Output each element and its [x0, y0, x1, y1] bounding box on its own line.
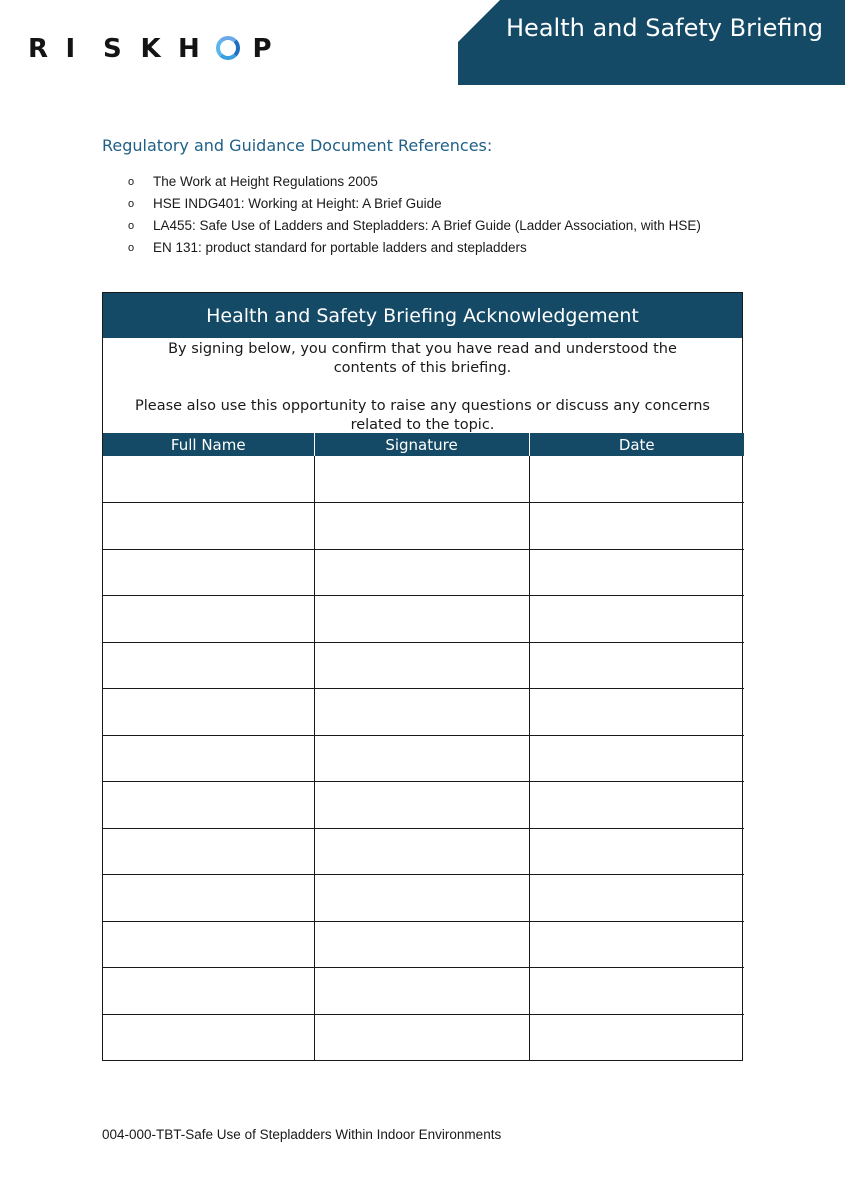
- table-row: [103, 921, 744, 968]
- full-name-cell[interactable]: [103, 875, 314, 922]
- date-cell[interactable]: [529, 875, 744, 922]
- hollow-bullet-icon: o: [128, 176, 135, 188]
- date-cell[interactable]: [529, 456, 744, 503]
- signature-cell[interactable]: [314, 503, 529, 550]
- table-row: [103, 689, 744, 736]
- date-cell[interactable]: [529, 642, 744, 689]
- signature-cell[interactable]: [314, 549, 529, 596]
- table-row: [103, 456, 744, 503]
- date-cell[interactable]: [529, 782, 744, 829]
- full-name-cell[interactable]: [103, 549, 314, 596]
- signature-cell[interactable]: [314, 828, 529, 875]
- date-cell[interactable]: [529, 689, 744, 736]
- reference-text: The Work at Height Regulations 2005: [153, 174, 378, 189]
- hollow-bullet-icon: o: [128, 242, 135, 254]
- signature-table: [103, 433, 744, 1061]
- table-row: [103, 968, 744, 1015]
- full-name-cell[interactable]: [103, 596, 314, 643]
- header-title: Health and Safety Briefing: [506, 14, 823, 42]
- date-cell[interactable]: [529, 921, 744, 968]
- hollow-bullet-icon: o: [128, 198, 135, 210]
- signature-table-body: [103, 456, 744, 1061]
- table-row: [103, 782, 744, 829]
- column-header-signature: Signature: [314, 433, 529, 456]
- acknowledgement-confirm-text: By signing below, you confirm that you have read and understood the contents of this briefing.: [168, 341, 677, 376]
- acknowledgement-intro: [103, 338, 742, 433]
- signature-cell[interactable]: [314, 596, 529, 643]
- signature-cell[interactable]: [314, 1014, 529, 1061]
- table-row: [103, 875, 744, 922]
- full-name-cell[interactable]: [103, 503, 314, 550]
- references-list: [128, 171, 738, 259]
- acknowledgement-title: Health and Safety Briefing Acknowledgement: [103, 293, 742, 338]
- column-header-full-name: Full Name: [103, 433, 314, 456]
- logo-letter: R: [28, 34, 49, 64]
- table-row: [103, 549, 744, 596]
- logo-o-ring-icon: [216, 36, 240, 60]
- signature-cell[interactable]: [314, 782, 529, 829]
- reference-item: [128, 237, 738, 259]
- table-row: [103, 1014, 744, 1061]
- signature-cell[interactable]: [314, 921, 529, 968]
- riskhop-logo: [28, 34, 290, 64]
- reference-text: EN 131: product standard for portable ladders and stepladders: [153, 240, 527, 255]
- header-banner: [458, 0, 845, 85]
- signature-cell[interactable]: [314, 689, 529, 736]
- signature-table-header: [103, 433, 744, 456]
- signature-cell[interactable]: [314, 875, 529, 922]
- date-cell[interactable]: [529, 503, 744, 550]
- date-cell[interactable]: [529, 828, 744, 875]
- references-heading: Regulatory and Guidance Document References:: [102, 136, 493, 155]
- logo-letter: I: [65, 34, 76, 64]
- full-name-cell[interactable]: [103, 456, 314, 503]
- acknowledgement-box: [102, 292, 743, 1061]
- full-name-cell[interactable]: [103, 642, 314, 689]
- reference-text: HSE INDG401: Working at Height: A Brief Guide: [153, 196, 442, 211]
- date-cell[interactable]: [529, 968, 744, 1015]
- full-name-cell[interactable]: [103, 828, 314, 875]
- table-row: [103, 503, 744, 550]
- table-row: [103, 642, 744, 689]
- signature-cell[interactable]: [314, 735, 529, 782]
- acknowledgement-concerns-text: Please also use this opportunity to raise any questions or discuss any concerns related to the topic.: [135, 398, 710, 433]
- logo-letter: S: [103, 34, 122, 64]
- full-name-cell[interactable]: [103, 735, 314, 782]
- date-cell[interactable]: [529, 735, 744, 782]
- date-cell[interactable]: [529, 549, 744, 596]
- reference-item: [128, 215, 738, 237]
- full-name-cell[interactable]: [103, 968, 314, 1015]
- logo-letter: P: [252, 34, 272, 64]
- column-header-date: Date: [529, 433, 744, 456]
- signature-cell[interactable]: [314, 968, 529, 1015]
- reference-text: LA455: Safe Use of Ladders and Stepladders: A Brief Guide (Ladder Association, with HSE): [153, 218, 701, 233]
- full-name-cell[interactable]: [103, 689, 314, 736]
- hollow-bullet-icon: o: [128, 220, 135, 232]
- logo-letter: K: [140, 34, 161, 64]
- table-row: [103, 735, 744, 782]
- date-cell[interactable]: [529, 1014, 744, 1061]
- full-name-cell[interactable]: [103, 1014, 314, 1061]
- signature-cell[interactable]: [314, 456, 529, 503]
- table-row: [103, 596, 744, 643]
- table-row: [103, 828, 744, 875]
- full-name-cell[interactable]: [103, 921, 314, 968]
- reference-item: [128, 193, 738, 215]
- signature-cell[interactable]: [314, 642, 529, 689]
- date-cell[interactable]: [529, 596, 744, 643]
- full-name-cell[interactable]: [103, 782, 314, 829]
- logo-letter: H: [178, 34, 200, 64]
- reference-item: [128, 171, 738, 193]
- document-footer: 004-000-TBT-Safe Use of Stepladders Within Indoor Environments: [102, 1127, 502, 1142]
